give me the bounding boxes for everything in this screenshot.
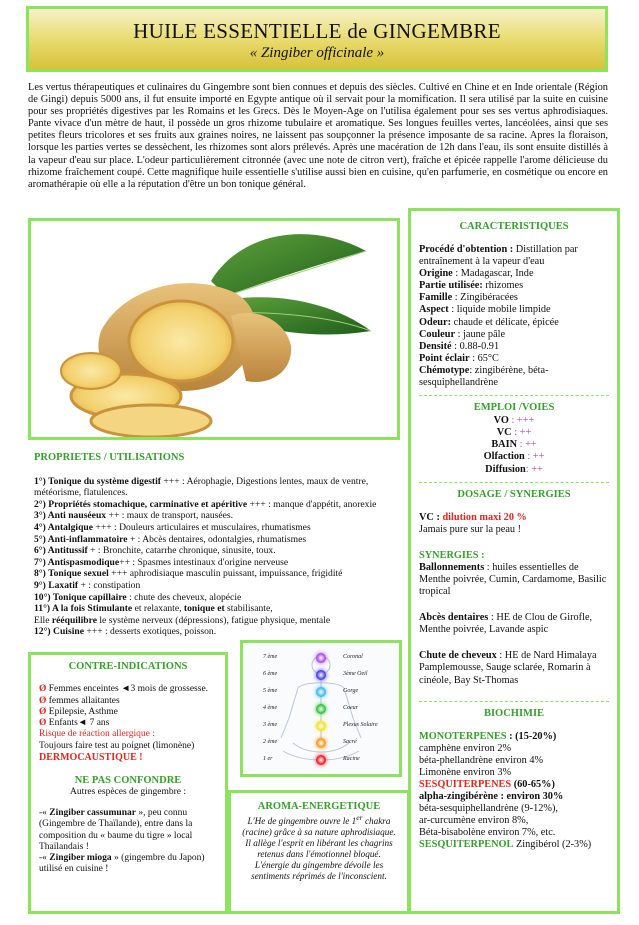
property-item <box>34 522 404 534</box>
property-item <box>34 545 404 557</box>
property-item <box>34 534 404 546</box>
page-subtitle: « Zingiber officinale » <box>249 45 385 61</box>
confusion-cassumunar: -« Zingiber cassumunar », peu connu (Gingembre de Thaïlande), entre dans la composition du « baume du tigre » local Thaïlandais ! <box>39 807 193 852</box>
confondre-subheading: Autres espèces de gingembre : <box>69 786 187 797</box>
carac-value: : 0.88-0.91 <box>451 340 500 352</box>
property-number: 1°) <box>34 475 49 487</box>
property-key: Antitussif <box>47 545 88 557</box>
sesquiterpenol: SESQUITERPENOL Zingibérol (2-3%) <box>419 839 592 851</box>
property-number: 9°) <box>34 579 49 591</box>
characteristics-panel <box>408 208 620 914</box>
vc-note: Jamais pure sur la peau ! <box>419 523 522 535</box>
properties-heading: PROPRIETES / UTILISATIONS <box>34 452 185 463</box>
carac-value: chaude et délicate, épicée <box>451 316 559 328</box>
chakra-dot <box>316 687 326 697</box>
carac-list <box>419 244 609 389</box>
sesquiterpene-item: béta-sesquiphellandrène (9-12%), <box>419 803 558 815</box>
property-key: Anti nauséeux <box>47 510 107 522</box>
emploi-key: VO <box>493 415 509 427</box>
synergy-key: Abcès dentaires <box>419 612 489 624</box>
property-key: Laxatif <box>48 579 79 591</box>
emploi-row <box>419 439 609 451</box>
property-item <box>34 592 404 604</box>
carac-key: Procédé d'obtention : <box>419 244 514 255</box>
aroma-text: L'He de gingembre ouvre le 1er chakra (racine) grâce à sa nature aphrodisiaque. Il allège l'esprit en libérant les chagrins retenus dans l'émotionnel bloqué. <box>242 813 396 860</box>
property-value: +++ aphrodisiaque masculin puissant, impuissance, frigidité <box>108 568 343 580</box>
property-value: et relaxante, <box>132 603 184 615</box>
chakra-name-label: Coeur <box>343 705 358 711</box>
alpha-zingiberene: alpha-zingibérène : environ 30% <box>419 791 564 803</box>
sesquiterpenes-list <box>419 803 609 839</box>
synergy-item <box>419 650 609 686</box>
carac-row <box>419 280 609 292</box>
vc-dosage: VC : dilution maxi 20 % <box>419 511 527 523</box>
synergy-key: Chute de cheveux <box>419 650 497 662</box>
property-number: 11°) <box>34 603 52 615</box>
emploi-row <box>419 415 609 427</box>
contra-item <box>39 696 217 707</box>
contra-item <box>39 684 217 695</box>
aroma-energetique-panel <box>228 790 410 914</box>
carac-row <box>419 341 609 353</box>
chakra-dot <box>316 670 326 680</box>
allergy-note: Toujours faire test au poignet (limonène) <box>39 740 195 751</box>
chakra-number-label: 3 ème <box>263 722 278 728</box>
divider <box>419 482 609 483</box>
contra-bullet: Ø <box>39 718 47 729</box>
sesquiterpene-item: Béta-bisabolène environ 7%, etc. <box>419 827 556 839</box>
intro-paragraph: Les vertus thérapeutiques et culinaires du Gingembre sont bien connues et depuis des siècles. Cultivé en Chine et en Inde orientale (Région de Gingi) depuis 5000 ans, il fut ensuite importé en Egypte antique où il servait pour la momification. Il sera utilisé par la suite en cuisine pour ses propriétés digestives par les Romains et les Grecs. Dès le Moyen-Age on l'utilisa également pour ses ses vertus aphrodisiaques. Pante vivace d'un mètre de haut, il possède un gros rhizome tubulaire et aromatique. Ses longues feuilles vertes, lancéolées, ainsi que ses petites fleurs tricolores et ses fruits aux graines noires, ne laissent pas soupçonner la présence imposante de sa racine. Apres la floraison, lorsque les parties vertes se dessèchent, les rhizomes sont alors prélevés. Après une macération de 12h dans l'eau, ils sont ensuite distillés à la vapeur d'eau sur place. L'odeur particulièrement citronnée (avec une note de citron vert), fraîche et épicée rappelle l'arome délicieuse du rhizome fraîchement coupé. Cette magnifique huile essentielle s'utilise aussi bien en cuisine, qu'en parfumerie, en cosmétique ou encore en aromathérapie où elle a la réputation d'être un bon tonique général. <box>28 82 608 190</box>
synergy-value: : HE de Nard Himalaya Pamplemousse, Sauge sclarée, Romarin à cinéole, Bay St-Thomas <box>419 650 597 686</box>
property-key: A la fois Stimulante <box>51 603 133 615</box>
emploi-value: : ++ <box>524 451 545 463</box>
property-value: Elle <box>34 614 52 626</box>
carac-key: Point éclair <box>419 352 470 364</box>
contra-item <box>39 707 217 718</box>
confondre-heading: NE PAS CONFONDRE <box>74 775 182 787</box>
chakra-number-label: 6 ème <box>263 671 278 677</box>
emploi-key: Olfaction <box>483 451 525 463</box>
property-value: ++ : Spasmes intestinaux d'origine nerveuse <box>119 556 289 568</box>
chakra-dot <box>316 704 326 714</box>
carac-row <box>419 329 609 341</box>
contra-text: Epilepsie, Asthme <box>48 706 118 717</box>
monoterpene-item: Limonène environ 3% <box>419 766 512 778</box>
carac-row <box>419 292 609 304</box>
property-key: Anti-inflammatoire <box>47 533 128 545</box>
monoterpenes-list <box>419 743 609 779</box>
chakra-dot <box>316 738 326 748</box>
carac-key: Origine <box>419 268 453 280</box>
divider <box>419 395 609 396</box>
chakra-dot <box>316 653 326 663</box>
property-key: Tonique capillaire <box>52 591 127 603</box>
monoterpene-item: béta-phellandrène environ 4% <box>419 754 544 766</box>
emploi-row <box>419 451 609 463</box>
confusion-mioga: -« Zingiber mioga » (gingembre du Japon) utilisé en cuisine ! <box>39 853 205 875</box>
carac-row <box>419 244 609 268</box>
emploi-value: : ++ <box>511 427 532 439</box>
emploi-value: : +++ <box>508 415 535 427</box>
carac-value: rhizomes <box>482 280 524 292</box>
title-banner <box>26 6 608 72</box>
property-item <box>34 499 404 511</box>
property-value: : chute des cheveux, alopécie <box>126 591 242 603</box>
carac-key: Partie utilisée: <box>419 280 483 292</box>
properties-section <box>34 452 404 638</box>
contra-bullet: Ø <box>39 706 47 717</box>
carac-row <box>419 317 609 329</box>
property-key-2: rééquilibre <box>51 614 97 626</box>
property-value: +++ : desserts exotiques, poisson. <box>83 626 217 638</box>
synergies-heading: SYNERGIES : <box>419 549 485 561</box>
chakra-number-label: 5 ème <box>263 688 278 694</box>
property-value: +++ : Aérophagie, Digestions lentes, maux de ventre, météorisme, flatulences. <box>34 475 369 499</box>
carac-value: Distillation par entraînement à la vapeur d'eau <box>419 244 578 268</box>
divider <box>419 701 609 702</box>
chakra-name-label: Gorge <box>343 688 359 694</box>
property-number: 8°) <box>34 568 49 580</box>
property-item <box>34 626 404 638</box>
chakra-diagram <box>240 640 402 777</box>
properties-list <box>34 476 404 638</box>
property-number: 5°) <box>34 533 48 545</box>
carac-key: Odeur: <box>419 316 452 328</box>
sesquiterpene-item: ar-curcumène environ 8%, <box>419 815 529 827</box>
carac-key: Chémotype <box>419 364 470 376</box>
emploi-value: : ++ <box>525 463 543 475</box>
carac-heading: CARACTERISTIQUES <box>459 221 569 232</box>
contra-item <box>39 718 217 729</box>
chakra-name-label: Coronal <box>343 654 363 660</box>
emploi-key: BAIN <box>491 439 518 451</box>
synergy-item <box>419 562 609 598</box>
carac-value: : 65°C <box>469 352 499 364</box>
property-number: 3°) <box>34 510 48 522</box>
carac-value: : zingibérène, béta-sesquiphellandrène <box>419 364 549 389</box>
synergies-list <box>419 562 609 687</box>
property-value: + : Abcès dentaires, odontalgies, rhumatismes <box>127 533 307 545</box>
emploi-value: : ++ <box>517 439 537 451</box>
monoterpenes: MONOTERPENES : (15-20%) <box>419 730 557 742</box>
contra-text: Enfants◄ 7 ans <box>48 718 110 729</box>
property-key-2: tonique et <box>183 603 225 615</box>
property-value: + : constipation <box>78 579 141 591</box>
contra-text: femmes allaitantes <box>48 695 120 706</box>
property-value-2: le système nerveux (dépressions), fatigue physique, mentale <box>96 614 331 626</box>
emploi-row <box>419 427 609 439</box>
property-number: 12°) <box>34 626 54 638</box>
property-number: 4°) <box>34 521 48 533</box>
property-key: Antispasmodique <box>47 556 120 568</box>
property-item <box>34 476 404 499</box>
contra-bullet: Ø <box>39 695 47 706</box>
chakra-name-label: 3ème Oeil <box>343 671 368 677</box>
property-item <box>34 510 404 522</box>
carac-key: Densité <box>419 340 452 352</box>
chakra-dot <box>316 721 326 731</box>
chakra-number-label: 7 ème <box>263 654 278 660</box>
property-value: +++ : manque d'appétit, anorexie <box>247 498 377 510</box>
carac-row <box>419 304 609 316</box>
carac-key: Couleur <box>419 328 456 340</box>
carac-value: : liquide mobile limpide <box>448 304 551 316</box>
carac-row <box>419 353 609 365</box>
property-key: Tonique du système digestif <box>48 475 161 487</box>
chakra-name-label: Plexus Solaire <box>343 722 378 728</box>
aroma-text-2: L'énergie du gingembre dévoile les sentiments réprimés de l'inconscient. <box>251 860 387 882</box>
chakra-name-label: Racine <box>343 756 360 762</box>
property-key: Cuisine <box>53 626 84 638</box>
chakra-number-label: 2 ème <box>263 739 278 745</box>
property-item <box>34 568 404 580</box>
carac-row <box>419 268 609 280</box>
carac-value: : jaune pâle <box>455 328 506 340</box>
aroma-heading: AROMA-ENERGETIQUE <box>257 801 381 812</box>
synergy-value: : huiles essentielles de Menthe poivrée, Cumin, Cardamome, Basilic tropical <box>419 561 607 598</box>
property-key: Tonique sexuel <box>48 568 109 580</box>
carac-key: Aspect <box>419 304 449 316</box>
ginger-illustration <box>31 221 397 437</box>
dosage-heading: DOSAGE / SYNERGIES <box>457 488 571 500</box>
property-item <box>34 603 404 615</box>
allergy-warning: Risque de réaction allergique : <box>39 729 155 740</box>
contra-list <box>39 684 217 729</box>
chakra-number-label: 4 ème <box>263 705 278 711</box>
carac-row <box>419 365 609 389</box>
property-key: Antalgique <box>47 521 94 533</box>
property-key: Propriétés stomachique, carminative et apéritive <box>48 498 248 510</box>
property-number: 10°) <box>34 591 53 603</box>
property-item <box>34 557 404 569</box>
carac-key: Famille <box>419 292 453 304</box>
chakra-dot <box>316 755 326 765</box>
emploi-heading: EMPLOI /VOIES <box>473 402 555 414</box>
contra-bullet: Ø <box>39 684 47 695</box>
page-title: HUILE ESSENTIELLE de GINGEMBRE <box>133 19 501 43</box>
chakra-name-label: Sacré <box>343 739 357 745</box>
monoterpene-item: camphène environ 2% <box>419 742 512 754</box>
property-number: 7°) <box>34 556 48 568</box>
carac-value: : Zingibéracées <box>452 292 518 304</box>
contra-text: Femmes enceintes ◄3 mois de grossesse. <box>48 684 209 695</box>
property-number: 2°) <box>34 498 49 510</box>
biochimie-heading: BIOCHIMIE <box>483 707 545 719</box>
sesquiterpenes: SESQUITERPENES (60-65%) <box>419 779 555 790</box>
emploi-row <box>419 464 609 476</box>
property-number: 6°) <box>34 545 48 557</box>
chakra-number-label: 1 er <box>263 756 273 762</box>
property-item <box>34 580 404 592</box>
emploi-key: VC <box>496 427 512 439</box>
ginger-photo <box>28 218 400 440</box>
property-value: + : Bronchite, catarrhe chronique, sinusite, toux. <box>87 545 276 557</box>
dermocaustique: DERMOCAUSTIQUE ! <box>39 752 143 764</box>
emploi-key: Diffusion <box>485 463 526 475</box>
contraindications-panel <box>28 652 228 914</box>
emploi-list <box>419 415 609 475</box>
contra-heading: CONTRE-INDICATIONS <box>68 661 188 672</box>
synergy-value: : HE de Clou de Girofle, Menthe poivrée, Lavande aspic <box>419 612 593 636</box>
property-value: ++ : maux de transport, nausées. <box>106 510 234 522</box>
property-value-2: stabilisante, <box>224 603 273 615</box>
property-item <box>34 615 404 627</box>
carac-value: : Madagascar, Inde <box>452 268 534 280</box>
property-value: +++ : Douleurs articulaires et musculaires, rhumatismes <box>93 521 311 533</box>
synergy-item <box>419 612 609 636</box>
synergy-key: Ballonnements <box>419 561 485 573</box>
